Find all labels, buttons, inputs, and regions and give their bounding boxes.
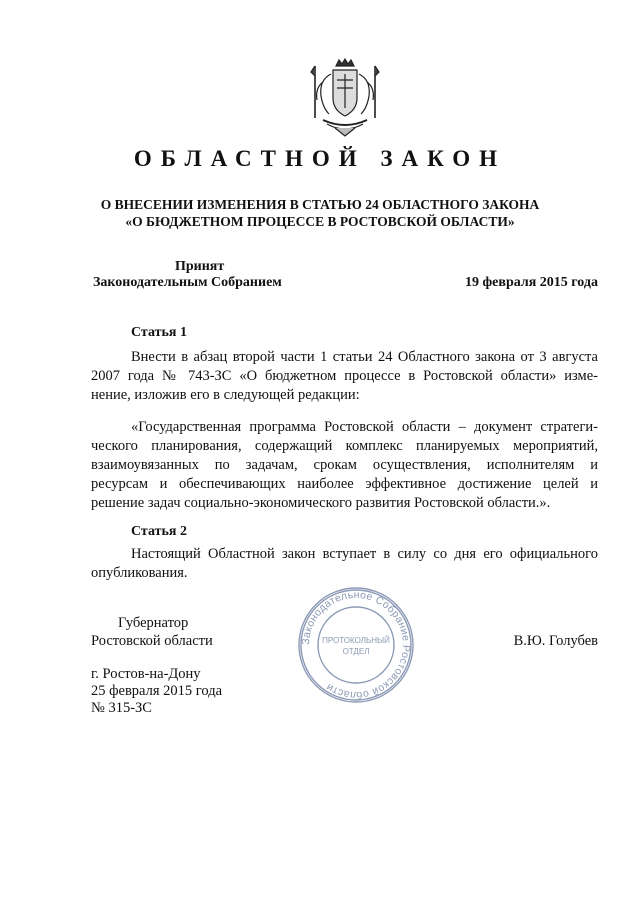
governor-name: В.Ю. Голубев bbox=[513, 633, 598, 649]
text-line: Внести в абзац второй части 1 статьи 24 Областного закона от 3 августа bbox=[131, 349, 598, 365]
official-stamp bbox=[296, 585, 416, 705]
stamp-center-line-1: ПРОТОКОЛЬНЫЙ bbox=[322, 636, 390, 645]
law-subtitle-line-2: «О БЮДЖЕТНОМ ПРОЦЕССЕ В РОСТОВСКОЙ ОБЛАСТИ» bbox=[125, 214, 515, 229]
signing-city: г. Ростов-на-Дону bbox=[91, 666, 201, 682]
text-line: ресурсам и обеспечивающих наиболее эффективное достижение целей и bbox=[91, 476, 598, 492]
text-line: 2007 года № 743-ЗС «О бюджетном процессе в Ростовской области» изме- bbox=[91, 368, 598, 384]
adoption-date: 19 февраля 2015 года bbox=[465, 275, 598, 290]
text-line: взаимоувязанных по задачам, срокам осуществления, исполнителям и bbox=[91, 457, 598, 473]
text-line: Настоящий Областной закон вступает в силу со дня его официального bbox=[131, 546, 598, 562]
signing-date: 25 февраля 2015 года bbox=[91, 683, 223, 699]
article-1-paragraph-1 bbox=[91, 348, 598, 405]
text-line: «Государственная программа Ростовской области – документ стратеги- bbox=[131, 419, 598, 435]
article-2-heading: Статья 2 bbox=[131, 524, 187, 539]
adopted-label: Принят bbox=[175, 259, 225, 274]
article-1-heading: Статья 1 bbox=[131, 325, 187, 340]
article-2-paragraph bbox=[91, 545, 598, 583]
text-line: нение, изложив его в следующей редакции: bbox=[91, 387, 360, 403]
law-number: № 315-ЗС bbox=[91, 700, 152, 716]
text-line: решение задач социально-экономического развития Ростовской области.». bbox=[91, 495, 551, 511]
coat-of-arms-icon bbox=[309, 58, 381, 138]
text-line: опубликования. bbox=[91, 565, 188, 581]
adopted-by: Законодательным Собранием bbox=[93, 275, 282, 290]
governor-title: Губернатор bbox=[118, 615, 189, 631]
stamp-ring-text: Законодательное Собрание Ростовской области bbox=[299, 588, 413, 702]
law-subtitle-line-1: О ВНЕСЕНИИ ИЗМЕНЕНИЯ В СТАТЬЮ 24 ОБЛАСТНОГО ЗАКОНА bbox=[100, 197, 540, 212]
law-title: ОБЛАСТНОЙ ЗАКОН bbox=[133, 146, 507, 171]
stamp-center-line-2: ОТДЕЛ bbox=[342, 647, 370, 656]
governor-region: Ростовской области bbox=[91, 633, 213, 649]
text-line: ческого планирования, содержащий комплекс планируемых мероприятий, bbox=[91, 438, 598, 454]
article-1-paragraph-2 bbox=[91, 418, 598, 513]
